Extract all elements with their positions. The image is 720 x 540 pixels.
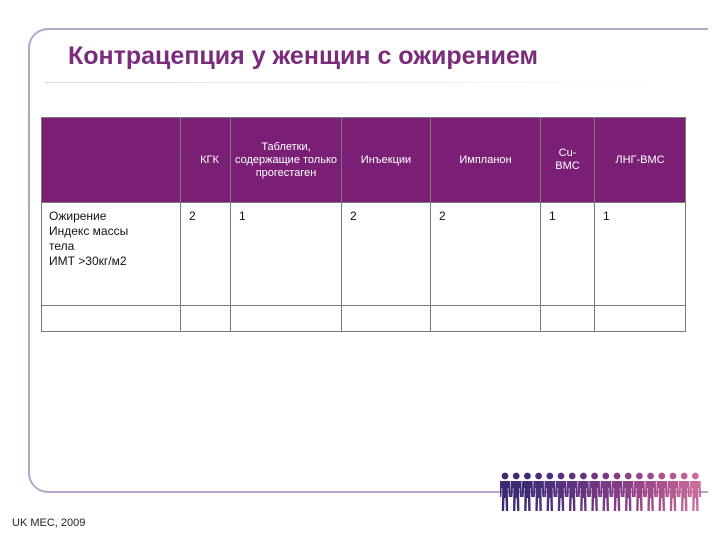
empty-cell — [595, 306, 686, 332]
value-implanon: 2 — [431, 203, 541, 306]
person-figure-icon — [679, 473, 690, 511]
table-row-empty — [42, 306, 686, 332]
person-figure-icon — [667, 473, 678, 511]
source-citation: UK MEC, 2009 — [12, 517, 86, 529]
person-figure-icon — [522, 473, 533, 511]
empty-cell — [231, 306, 342, 332]
value-lng-iud: 1 — [595, 203, 686, 306]
table-header-row — [42, 118, 686, 203]
people-figures-decoration — [500, 471, 705, 527]
person-figure-icon — [589, 473, 600, 511]
header-progestogen-pills: Таблетки, содержащие только прогестаген — [231, 118, 342, 203]
person-figure-icon — [544, 473, 555, 511]
header-lng-iud: ЛНГ-ВМС — [595, 118, 686, 203]
title-divider — [45, 82, 695, 83]
row-label-line: Индекс массы — [49, 224, 129, 238]
person-figure-icon — [690, 473, 701, 511]
table-row — [42, 203, 686, 306]
person-figure-icon — [656, 473, 667, 511]
person-figure-icon — [600, 473, 611, 511]
person-figure-icon — [611, 473, 622, 511]
person-figure-icon — [578, 473, 589, 511]
header-cu-iud — [541, 118, 595, 203]
header-cu-iud-label: Cu-ВМС — [555, 147, 580, 172]
person-figure-icon — [511, 473, 522, 511]
value-injections: 2 — [342, 203, 431, 306]
empty-cell — [42, 306, 181, 332]
row-label-line: тела — [49, 239, 75, 253]
header-empty — [42, 118, 181, 203]
empty-cell — [181, 306, 231, 332]
person-figure-icon — [645, 473, 656, 511]
contraception-table — [41, 117, 686, 332]
empty-cell — [541, 306, 595, 332]
person-figure-icon — [555, 473, 566, 511]
value-progestogen-pills: 1 — [231, 203, 342, 306]
value-kgk: 2 — [181, 203, 231, 306]
person-figure-icon — [623, 473, 634, 511]
empty-cell — [431, 306, 541, 332]
header-implanon: Импланон — [431, 118, 541, 203]
person-figure-icon — [567, 473, 578, 511]
header-kgk: КГК — [181, 118, 231, 203]
row-label-obesity — [42, 203, 181, 306]
person-figure-icon — [533, 473, 544, 511]
person-figure-icon — [634, 473, 645, 511]
value-cu-iud: 1 — [541, 203, 595, 306]
empty-cell — [342, 306, 431, 332]
person-figure-icon — [500, 473, 511, 511]
slide-title: Контрацепция у женщин с ожирением — [68, 42, 539, 70]
row-label-line: Ожирение — [49, 209, 107, 223]
header-injections: Инъекции — [342, 118, 431, 203]
row-label-line: ИМТ >30кг/м2 — [49, 254, 127, 268]
